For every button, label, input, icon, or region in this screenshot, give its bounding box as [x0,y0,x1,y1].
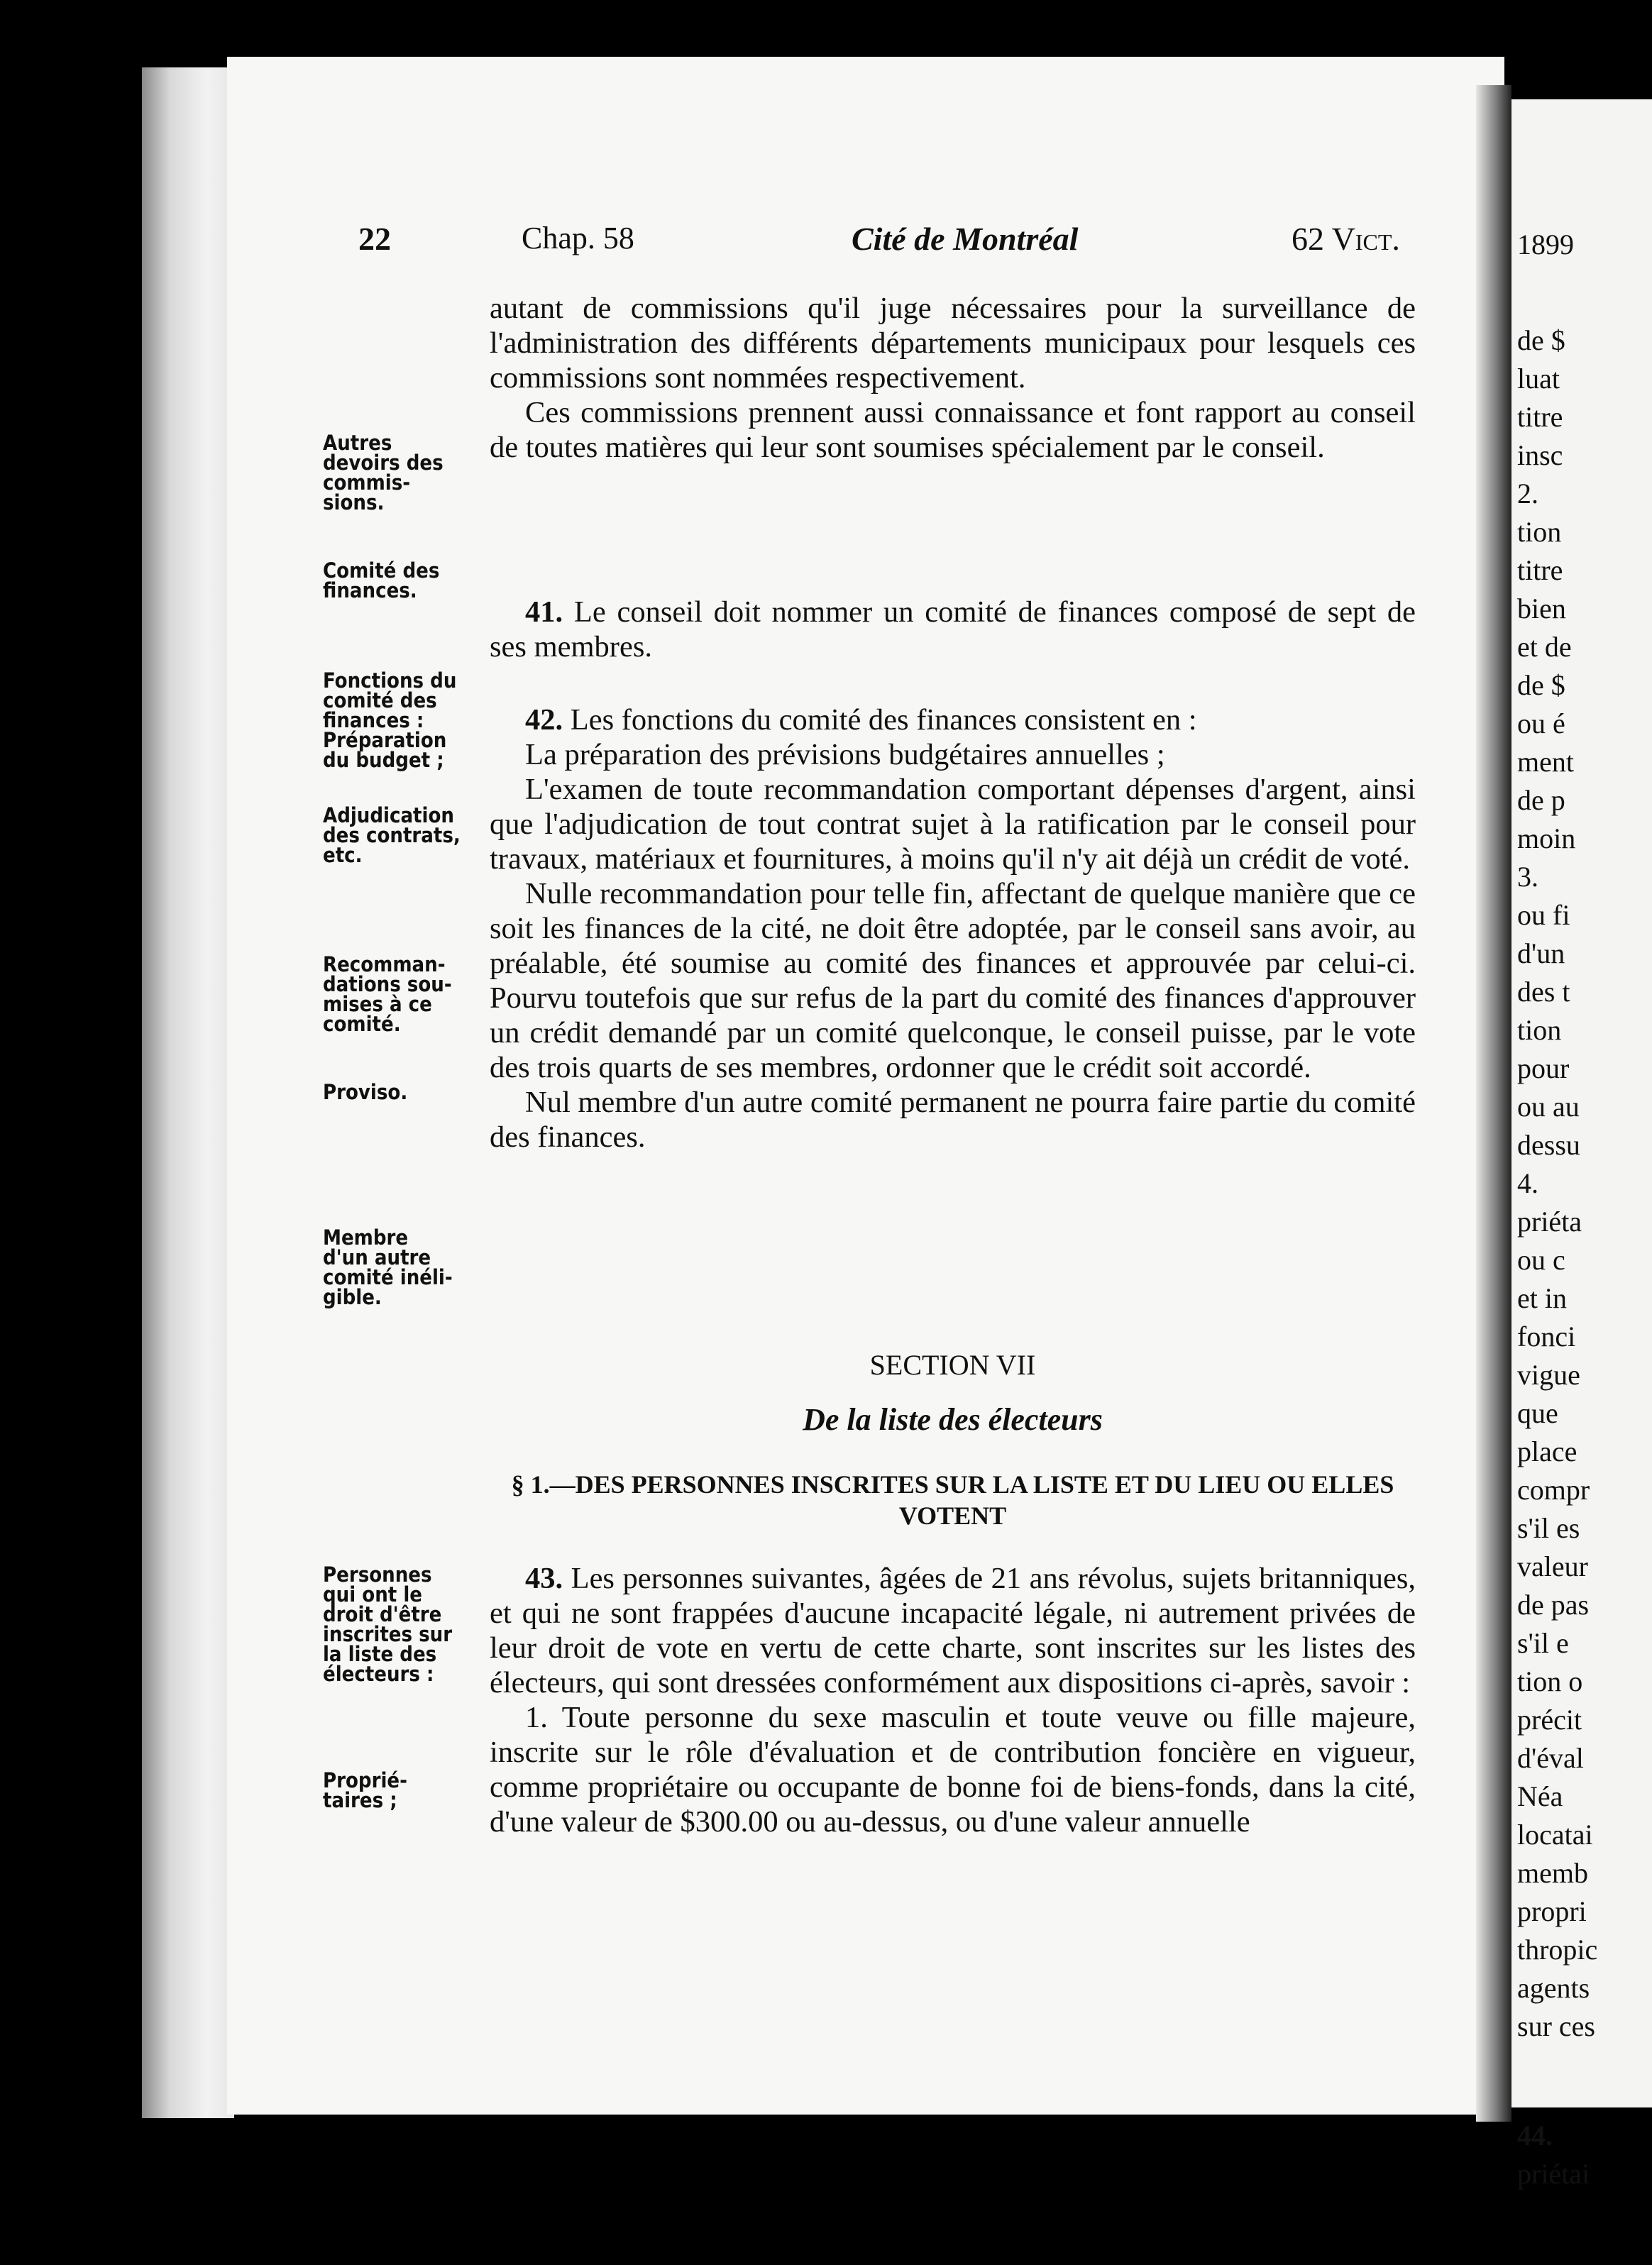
margin-line: Autres [323,431,392,455]
margin-line: Recomman- [323,952,446,976]
right-page-line: de p [1517,784,1565,816]
right-page-line: ou fi [1517,899,1570,931]
item-budget: La préparation des prévisions budgétaires annuelles ; [525,738,1165,771]
right-page-line: de $ [1517,324,1565,356]
paragraph-heading: § 1.—DES PERSONNES INSCRITES SUR LA LISTE ET DU LIEU OU ELLES VOTENT [511,1470,1394,1530]
right-page-line: d'un [1517,937,1565,969]
margin-note-adjudication [323,805,493,865]
section-42 [490,702,1416,1154]
margin-note-personnes [323,1565,493,1684]
right-page-line: tion [1517,516,1562,548]
right-page-line: 1899 [1517,228,1574,260]
right-page-line: bien [1517,593,1566,624]
right-page-fragment [1511,99,1652,2190]
margin-line: finances. [323,578,417,602]
running-title: Cité de Montréal [852,221,1079,257]
right-page-line: Néa [1517,1780,1563,1812]
paragraph-ces: Ces commissions prennent aussi connaissance et font rapport au conseil de toutes matières qui leur sont soumises spécialement par le conseil. [490,396,1416,464]
right-page-line: ou au [1517,1091,1580,1123]
margin-note-membre [323,1225,493,1309]
margin-line: la liste des [323,1642,437,1666]
right-page-line: agents [1517,1972,1590,2004]
section-43 [490,1561,1416,1839]
item-adjudication: L'examen de toute recommandation comportant dépenses d'argent, ainsi que l'adjudication de tout contrat sujet à la ratification par le conseil pour travaux, matériaux et fournitures, à moins qu'il n'y ait déjà un crédit de voté. [490,773,1416,876]
margin-line: Comité des [323,558,440,583]
margin-line: comité. [323,1012,401,1036]
margin-line: Personnes [323,1563,432,1587]
regnal-year: 62 Vict. [1292,221,1400,257]
right-page-line: thropic [1517,1934,1598,1966]
book-page-edges [142,67,234,2118]
margin-note-autres [323,433,493,512]
section-title: SECTION VII [869,1349,1036,1381]
right-page-line: précit [1517,1704,1582,1736]
margin-line: sions. [323,490,385,514]
right-page-line: titre [1517,554,1563,586]
right-page-line: que [1517,1397,1558,1429]
right-page-line: titre [1517,401,1563,433]
right-page-line: priéta [1517,1206,1582,1238]
right-page-line: 2. [1517,478,1538,509]
book-gutter [1476,85,1511,2122]
margin-line: Proprié- [323,1768,407,1792]
item-recommandation: Nulle recommandation pour telle fin, affectant de quelque manière que ce soit les finances de la cité, ne doit être adoptée, par le conseil sans avoir, au préalable, été soumise au comité des finances et approuvée par celui-ci. Pourvu toutefois que sur refus de la part du comité des finances d'approuver un crédit demandé par un comité quelconque, le conseil puisse, par le vote des trois quarts de ses membres, ordonner que le crédit soit accordé. [490,877,1416,1084]
item-membre: Nul membre d'un autre comité permanent ne pourra faire partie du comité des finances. [490,1086,1416,1154]
right-page-line: valeur [1517,1550,1588,1582]
page-number: 22 [358,221,391,257]
right-page-line: s'il es [1517,1512,1580,1544]
right-page-line: de pas [1517,1589,1590,1621]
margin-line: électeurs : [323,1662,434,1686]
margin-note-proprietaires [323,1770,493,1810]
margin-line: du budget ; [323,748,444,772]
margin-line: Préparation [323,728,447,752]
section-text: Le conseil doit nommer un comité de finances composé de sept de ses membres. [490,595,1416,663]
margin-note-fonctions [323,668,493,772]
margin-line: mises à ce [323,992,432,1016]
right-page-line: et in [1517,1282,1567,1314]
margin-line: gible. [323,1285,382,1309]
right-page-line: priétai [1517,2158,1590,2190]
section-number: 41. [525,595,563,629]
right-page-line: d'éval [1517,1742,1584,1774]
margin-note-proviso [323,1082,493,1102]
right-page-line: et de [1517,631,1572,663]
chapter-label: Chap. 58 [522,221,634,255]
right-page-line: ou c [1517,1244,1565,1276]
right-page-line: moin [1517,822,1576,854]
right-page-line: locatai [1517,1819,1593,1851]
right-page-line: tion o [1517,1665,1583,1697]
right-page-line: s'il e [1517,1627,1569,1659]
section-text: Les personnes suivantes, âgées de 21 ans révolus, sujets britanniques, et qui ne sont frappées d'aucune incapacité légale, ni autrement privées de leur droit de vote en vertu de cette charte, sont inscrites sur les listes des électeurs, qui sont dressées conformément aux dispositions ci-après, savoir : [490,1562,1416,1699]
margin-line: inscrites sur [323,1622,453,1646]
section-text: Les fonctions du comité des finances consistent en : [570,703,1197,737]
margin-line: commis- [323,470,411,495]
margin-line: devoirs des [323,451,444,475]
right-page-line: 44. [1517,2120,1553,2151]
right-page-line: luat [1517,363,1560,395]
margin-note-recommandations [323,954,493,1034]
margin-line: qui ont le [323,1582,422,1607]
right-page-line: memb [1517,1857,1588,1889]
right-page-line: ou é [1517,707,1565,739]
margin-line: comité inéli- [323,1265,453,1289]
right-page-line: tion [1517,1014,1562,1046]
margin-line: Fonctions du [323,668,457,693]
paragraph-continuation: autant de commissions qu'il juge nécessaires pour la surveillance de l'administration des différents départements municipaux pour lesquels ces commissions sont nommées respectivement. [490,292,1416,395]
right-page-line: sur ces [1517,2010,1595,2042]
margin-line: taires ; [323,1788,397,1812]
right-page-line: pour [1517,1052,1570,1084]
section-number: 43. [525,1562,563,1595]
right-page-line: insc [1517,439,1563,471]
body-block-1 [490,291,1416,465]
margin-line: dations sou- [323,972,452,996]
right-page-line: dessu [1517,1129,1580,1161]
section-41 [490,595,1416,664]
right-page-line: 3. [1517,861,1538,893]
section-subtitle: De la liste des électeurs [803,1402,1103,1437]
right-page-line: 4. [1517,1167,1538,1199]
section-number: 42. [525,703,563,737]
right-page-line: ment [1517,746,1574,778]
margin-line: d'un autre [323,1245,431,1269]
item-proprietaires: 1. Toute personne du sexe masculin et toute veuve ou fille majeure, inscrite sur le rôle d'évaluation et de contribution foncière en vigueur, comme propriétaire ou occupante de bonne foi de biens-fonds, dans la cité, d'une valeur de $300.00 ou au-dessus, ou d'une valeur annuelle [490,1701,1416,1839]
margin-line: comité des [323,688,437,712]
right-page-line: fonci [1517,1321,1576,1352]
margin-line: Proviso. [323,1080,408,1104]
right-page-line: vigue [1517,1359,1580,1391]
margin-note-comite [323,558,493,602]
right-page-line: des t [1517,976,1570,1008]
margin-line: droit d'être [323,1602,442,1626]
margin-line: des contrats, [323,823,461,847]
right-page-line: compr [1517,1474,1590,1506]
right-page-line: de $ [1517,669,1565,701]
margin-line: etc. [323,843,363,867]
right-page-line: place [1517,1435,1577,1467]
margin-line: Adjudication [323,803,454,827]
margin-line: finances : [323,708,424,732]
margin-line: Membre [323,1225,409,1250]
right-page-line: propri [1517,1895,1587,1927]
